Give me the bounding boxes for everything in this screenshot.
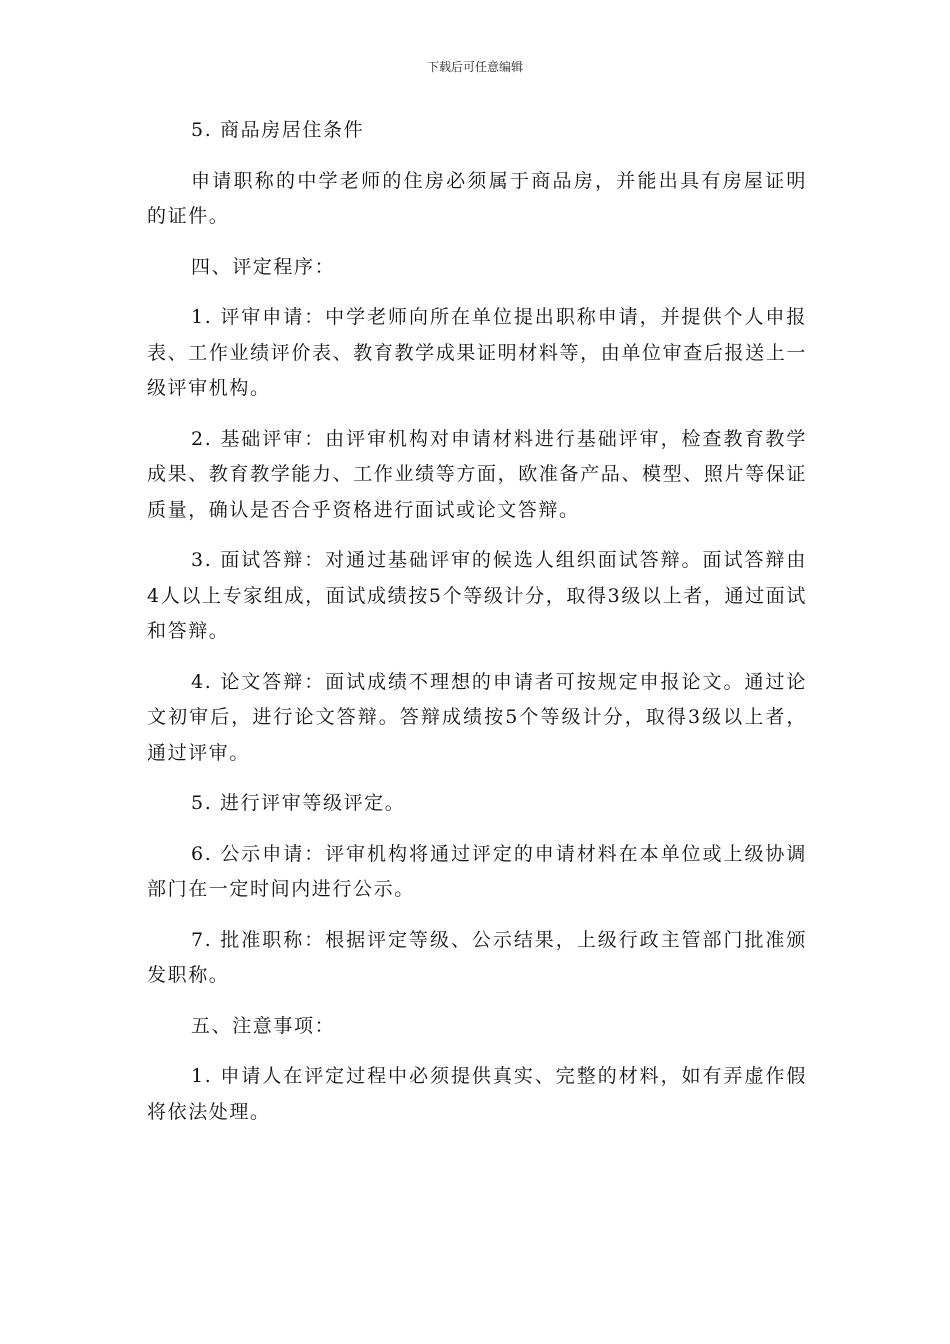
section-heading-notes: 五、注意事项： [191, 1014, 336, 1037]
paragraph-basic-review: 2. 基础评审：由评审机构对申请材料进行基础评审，检查教育教学成果、教育教学能力、工作业绩等方面，欧准备产品、模型、照片等保证质量，确认是否合乎资格进行面试或论文答辩。 [147, 427, 807, 521]
paragraph-commercial-housing-heading: 5. 商品房居住条件 [191, 119, 365, 141]
paragraph-review-application: 1. 评审申请：中学老师向所在单位提出职称申请，并提供个人申报表、工作业绩评价表、教育教学成果证明材料等，由单位审查后报送上一级评审机构。 [147, 306, 807, 399]
section-heading-evaluation-procedure: 四、评定程序： [191, 255, 336, 278]
paragraph-commercial-housing-text: 申请职称的中学老师的住房必须属于商品房，并能出具有房屋证明的证件。 [147, 169, 807, 227]
paragraph-interview-defense: 3. 面试答辩：对通过基础评审的候选人组织面试答辩。面试答辩由4人以上专家组成，面试成绩按5个等级计分，取得3级以上者，通过面试和答辩。 [147, 549, 807, 642]
document-body [147, 113, 807, 1145]
paragraph-grade-evaluation: 5. 进行评审等级评定。 [191, 792, 406, 814]
page-header: 下载后可任意编辑 [426, 60, 523, 74]
paragraph-thesis-defense: 4. 论文答辩：面试成绩不理想的申请者可按规定申报论文。通过论文初审后，进行论文答辩。答辩成绩按5个等级计分，取得3级以上者，通过评审。 [147, 670, 807, 764]
paragraph-title-approval: 7. 批准职称：根据评定等级、公示结果，上级行政主管部门批准颁发职称。 [147, 928, 807, 986]
paragraph-public-notice: 6. 公示申请：评审机构将通过评定的申请材料在本单位或上级协调部门在一定时间内进行公示。 [147, 842, 807, 900]
paragraph-truthful-materials: 1. 申请人在评定过程中必须提供真实、完整的材料，如有弄虚作假将依法处理。 [147, 1065, 807, 1123]
